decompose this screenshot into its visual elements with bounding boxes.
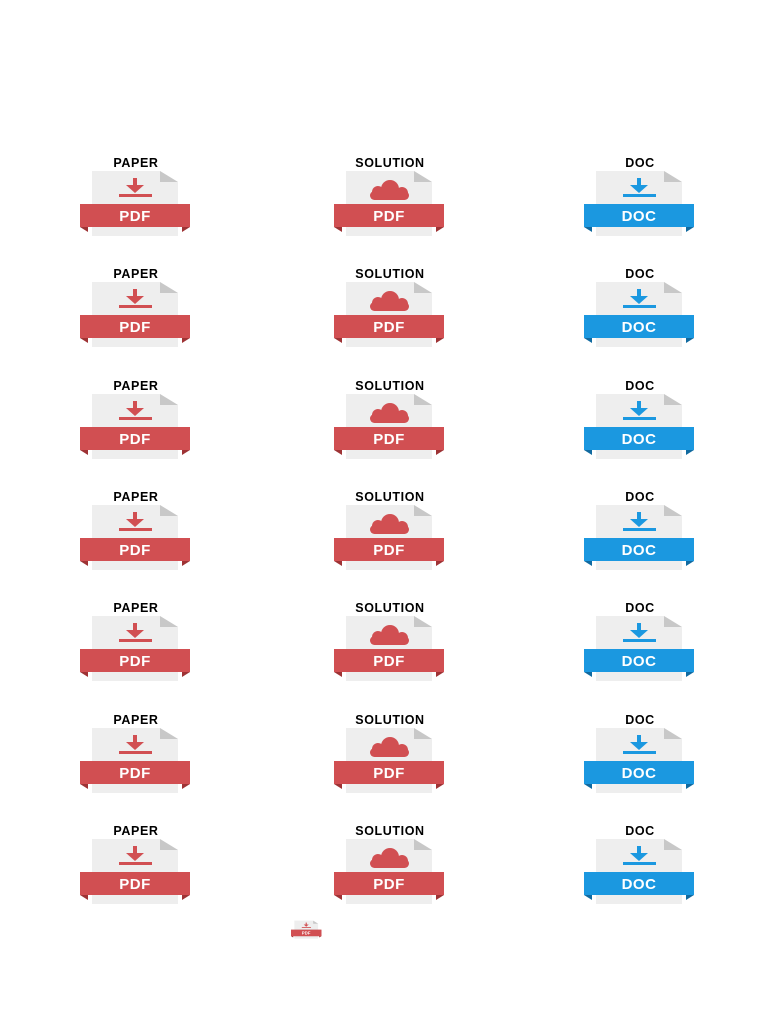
download-title: SOLUTION [355,267,425,282]
mini-pdf-file-icon [291,920,322,939]
page-fold-corner [664,728,682,739]
file-pdf-icon [334,727,446,793]
solution-pdf-download-button[interactable] [320,601,460,701]
file-pdf-icon [80,504,192,570]
file-type-label: PDF [373,541,405,559]
page-fold-corner [414,616,432,627]
paper-pdf-download-button[interactable] [66,824,206,924]
file-pdf-icon [334,504,446,570]
paper-pdf-download-button[interactable] [66,267,206,367]
paper-pdf-download-button[interactable] [66,379,206,479]
page-fold-corner [414,171,432,182]
file-type-label: PDF [373,319,405,337]
page-fold-corner [160,728,178,739]
paper-pdf-download-button[interactable] [66,601,206,701]
page-fold-corner [160,282,178,293]
file-pdf-icon [334,838,446,904]
download-title: SOLUTION [355,489,425,504]
file-type-label: DOC [621,653,657,671]
page-fold-corner [414,505,432,516]
page-fold-corner [664,394,682,405]
file-type-label: DOC [621,875,657,893]
file-doc-icon [584,615,696,681]
download-title: SOLUTION [355,601,425,616]
download-title: DOC [625,489,655,504]
file-type-label: PDF [373,875,405,893]
file-pdf-icon [334,615,446,681]
solution-pdf-download-button[interactable] [320,267,460,367]
doc-doc-download-button[interactable] [570,713,710,813]
file-type-label: DOC [621,764,657,782]
doc-doc-download-button[interactable] [570,267,710,367]
mini-pdf-download-button[interactable] [291,920,322,939]
download-title: DOC [625,712,655,727]
solution-pdf-download-button[interactable] [320,156,460,256]
file-type-label: DOC [621,319,657,337]
download-title: PAPER [113,378,159,393]
file-pdf-icon [80,615,192,681]
file-pdf-icon [80,281,192,347]
page-fold-corner [664,505,682,516]
download-title: PAPER [113,489,159,504]
page-fold-corner [414,282,432,293]
file-type-label: PDF [373,208,405,225]
file-pdf-icon [80,727,192,793]
download-title: PAPER [113,712,159,727]
file-type-label: PDF [119,430,151,448]
download-title: SOLUTION [355,823,425,838]
page-fold-corner [160,616,178,627]
doc-doc-download-button[interactable] [570,490,710,590]
doc-doc-download-button[interactable] [570,379,710,479]
file-type-label: PDF [373,764,405,782]
download-title: PAPER [113,823,159,838]
file-pdf-icon [80,393,192,459]
solution-pdf-download-button[interactable] [320,713,460,813]
page-fold-corner [160,839,178,850]
file-type-label: DOC [621,430,657,448]
download-title: PAPER [113,601,159,616]
file-type-label: PDF [119,764,151,782]
file-doc-icon [584,727,696,793]
download-title: PAPER [113,156,159,170]
page-fold-corner [664,171,682,182]
file-type-label: DOC [621,541,657,559]
page-fold-corner [160,394,178,405]
file-type-label: PDF [301,930,311,936]
solution-pdf-download-button[interactable] [320,824,460,924]
download-title: DOC [625,156,655,170]
file-type-label: DOC [621,208,657,225]
file-pdf-icon [334,393,446,459]
doc-doc-download-button[interactable] [570,601,710,701]
page-fold-corner [313,921,318,924]
file-doc-icon [584,504,696,570]
file-pdf-icon [80,838,192,904]
file-pdf-icon [80,170,192,236]
file-doc-icon [584,838,696,904]
paper-pdf-download-button[interactable] [66,490,206,590]
download-title: DOC [625,267,655,282]
solution-pdf-download-button[interactable] [320,379,460,479]
file-pdf-icon [334,281,446,347]
download-title: DOC [625,378,655,393]
download-title: DOC [625,823,655,838]
doc-doc-download-button[interactable] [570,824,710,924]
page-fold-corner [160,505,178,516]
download-title: SOLUTION [355,156,425,170]
file-type-label: PDF [119,653,151,671]
file-pdf-icon [334,170,446,236]
download-title: DOC [625,601,655,616]
file-type-label: PDF [119,541,151,559]
page-fold-corner [414,839,432,850]
download-title: PAPER [113,267,159,282]
page-fold-corner [664,616,682,627]
doc-doc-download-button[interactable] [570,156,710,256]
file-doc-icon [584,170,696,236]
page-fold-corner [664,839,682,850]
file-type-label: PDF [373,653,405,671]
file-doc-icon [584,281,696,347]
download-title: SOLUTION [355,378,425,393]
file-doc-icon [584,393,696,459]
paper-pdf-download-button[interactable] [66,713,206,813]
file-type-label: PDF [119,875,151,893]
page-fold-corner [414,394,432,405]
file-type-label: PDF [373,430,405,448]
page-fold-corner [160,171,178,182]
file-type-label: PDF [119,208,151,225]
file-type-label: PDF [119,319,151,337]
download-title: SOLUTION [355,712,425,727]
page-fold-corner [414,728,432,739]
paper-pdf-download-button[interactable] [66,156,206,256]
page-fold-corner [664,282,682,293]
solution-pdf-download-button[interactable] [320,490,460,590]
